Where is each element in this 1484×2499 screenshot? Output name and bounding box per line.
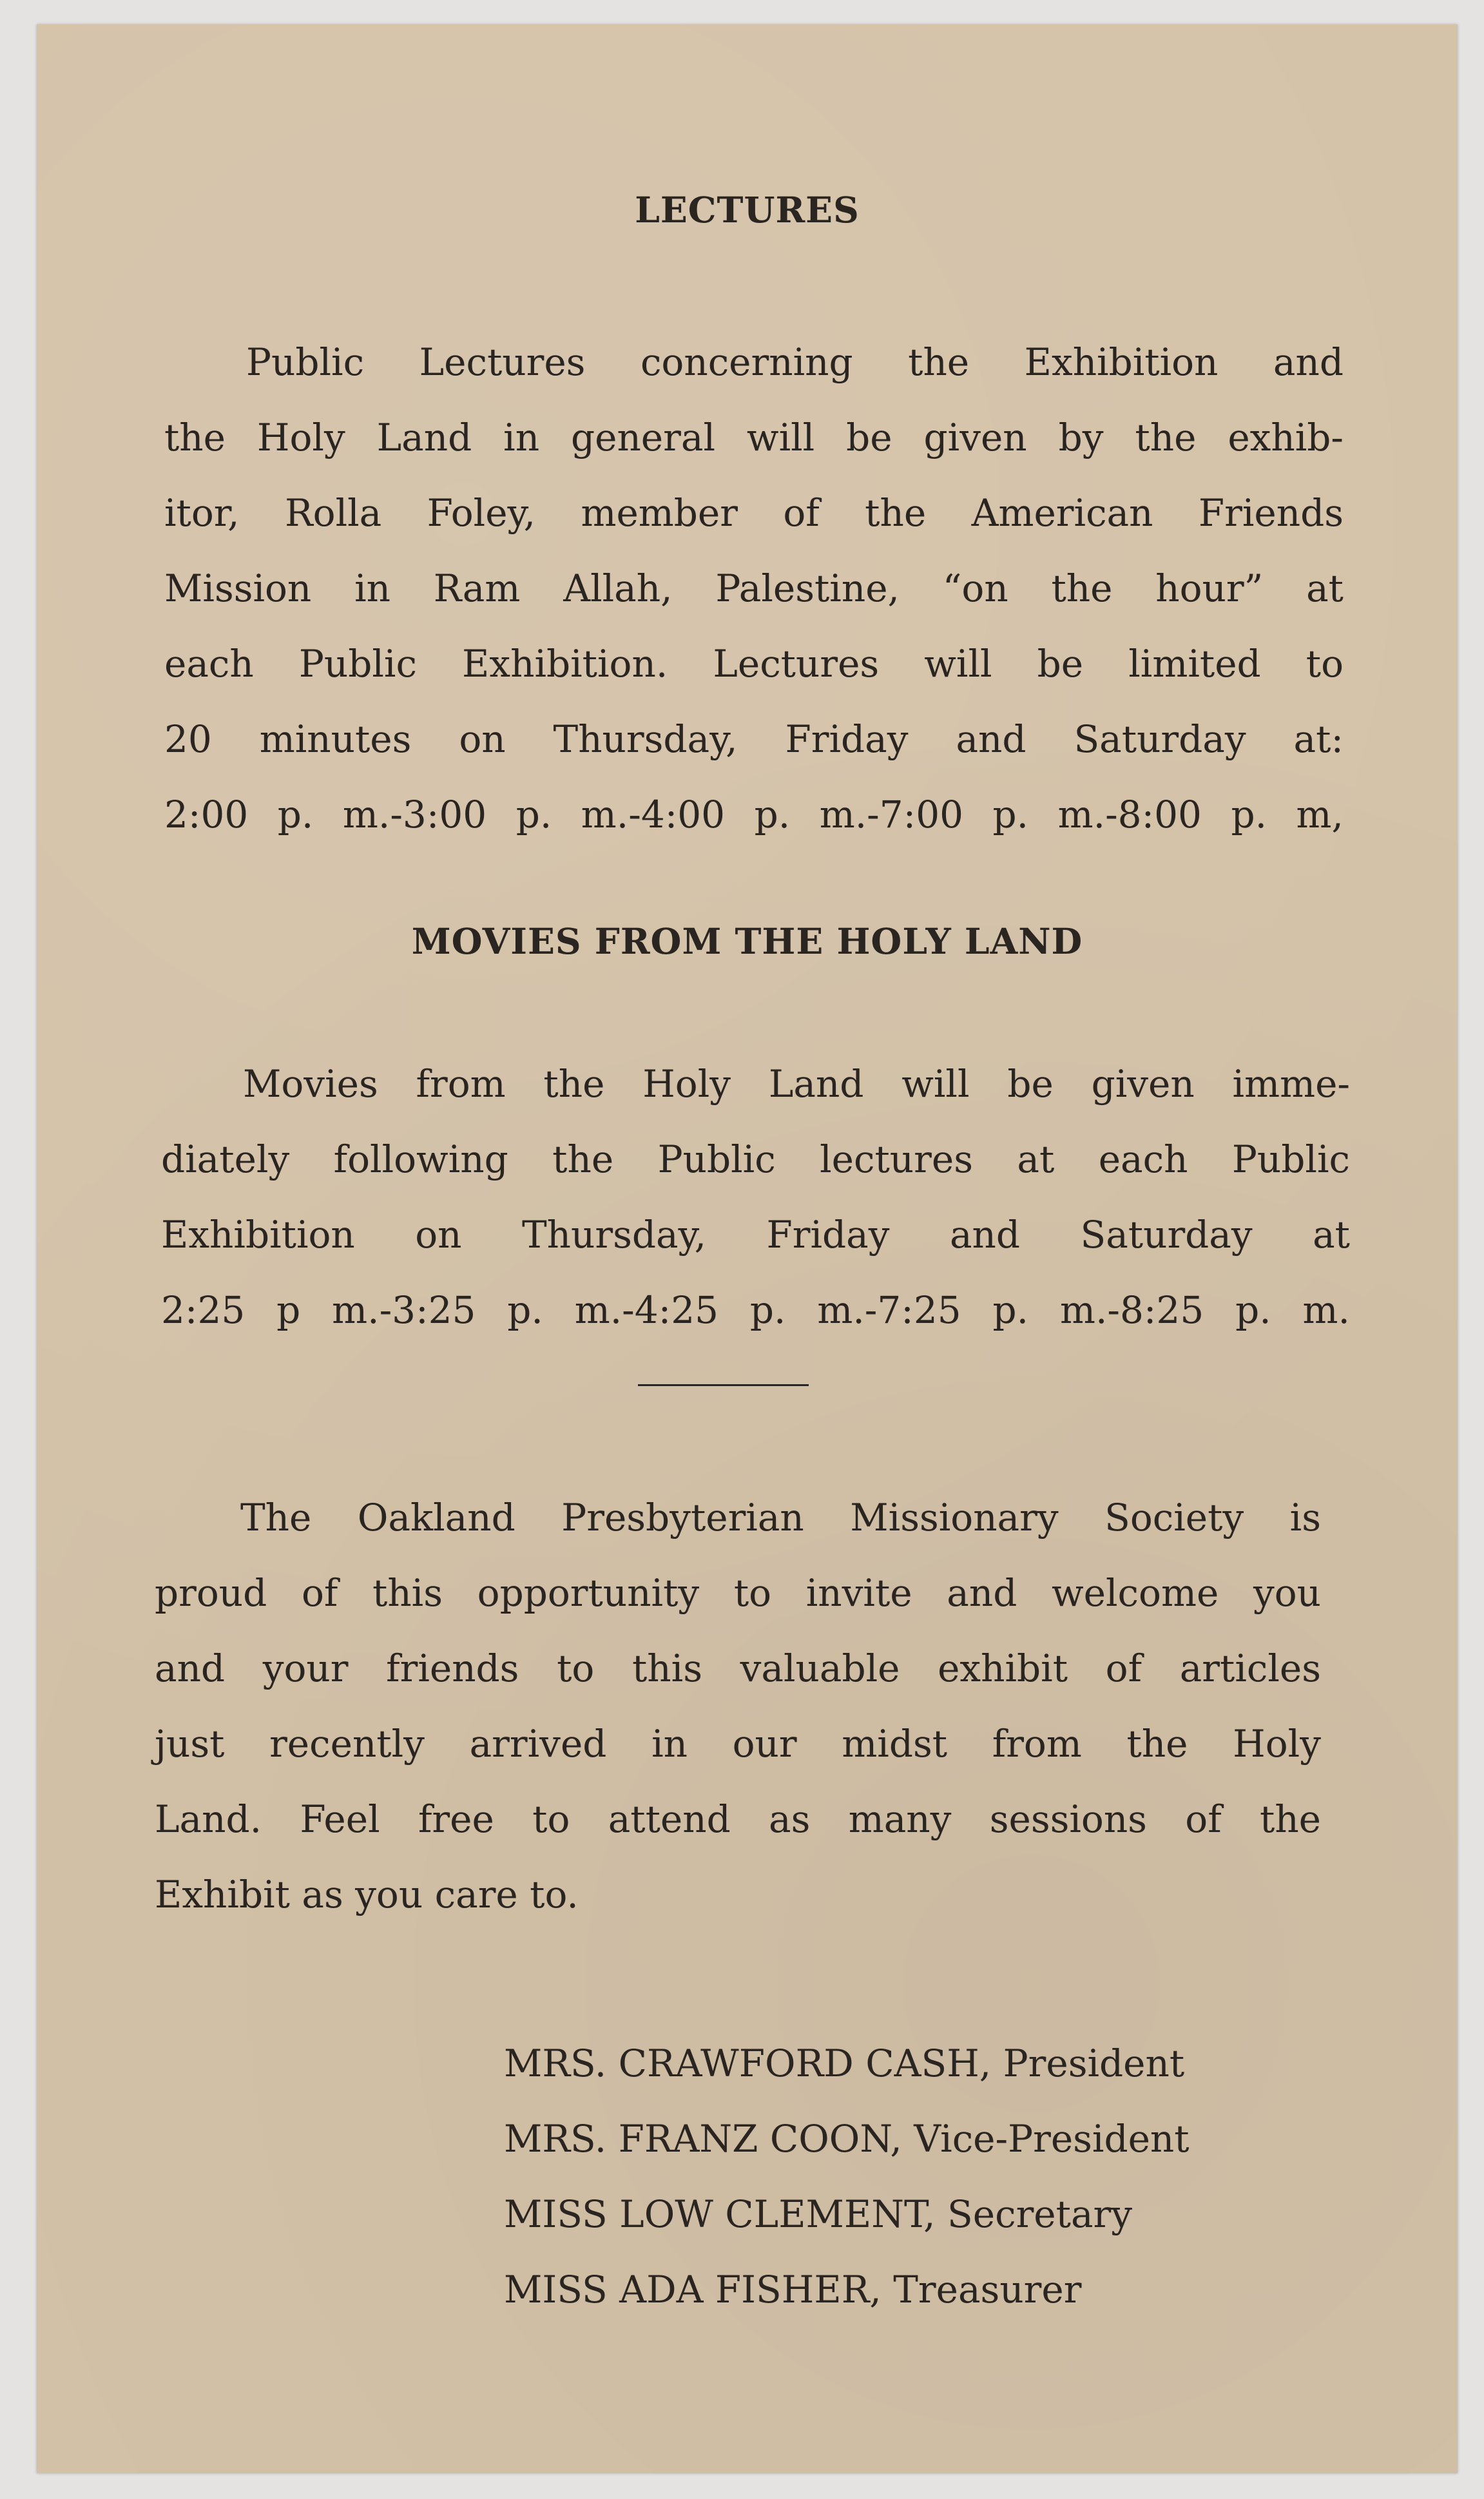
- invitation-line: proud of this opportunity to invite and welcome you: [155, 1571, 1321, 1615]
- lectures-line: Public Lectures concerning the Exhibition and: [246, 340, 1344, 384]
- lectures-paragraph: [164, 325, 1344, 853]
- lectures-line: 20 minutes on Thursday, Friday and Saturday at:: [164, 717, 1344, 761]
- officer-vice-president: MRS. FRANZ COON, Vice-President: [504, 2117, 1190, 2161]
- lectures-line: 2:00 p. m.-3:00 p. m.-4:00 p. m.-7:00 p. m.-8:00 p. m,: [164, 793, 1344, 836]
- officer-secretary: MISS LOW CLEMENT, Secretary: [504, 2192, 1133, 2236]
- movies-heading: MOVIES FROM THE HOLY LAND: [411, 920, 1083, 962]
- movies-paragraph: [161, 1047, 1350, 1348]
- movies-line: diately following the Public lectures at each Public: [161, 1137, 1350, 1181]
- invitation-line: and your friends to this valuable exhibit of articles: [155, 1646, 1321, 1690]
- invitation-line: just recently arrived in our midst from the Holy: [155, 1722, 1321, 1766]
- officer-president: MRS. CRAWFORD CASH, President: [504, 2041, 1185, 2085]
- invitation-line: The Oakland Presbyterian Missionary Society is: [240, 1496, 1321, 1539]
- movies-line: 2:25 p m.-3:25 p. m.-4:25 p. m.-7:25 p. m.-8:25 p. m.: [161, 1288, 1350, 1332]
- movies-line: Movies from the Holy Land will be given imme-: [243, 1062, 1350, 1106]
- invitation-paragraph: [155, 1480, 1321, 1933]
- program-leaflet: [37, 24, 1458, 2473]
- section-divider: [638, 1384, 809, 1386]
- officers-list: [504, 2026, 1190, 2328]
- lectures-line: each Public Exhibition. Lectures will be limited to: [164, 642, 1344, 686]
- invitation-line: Land. Feel free to attend as many sessions of the: [155, 1797, 1321, 1841]
- officer-treasurer: MISS ADA FISHER, Treasurer: [504, 2268, 1082, 2311]
- movies-line: Exhibition on Thursday, Friday and Saturday at: [161, 1213, 1350, 1257]
- lectures-line: Mission in Ram Allah, Palestine, “on the hour” at: [164, 566, 1344, 610]
- lectures-line: itor, Rolla Foley, member of the American Friends: [164, 491, 1344, 535]
- lectures-heading: LECTURES: [635, 189, 860, 231]
- invitation-line: Exhibit as you care to.: [155, 1873, 579, 1916]
- lectures-line: the Holy Land in general will be given by the exhib-: [164, 416, 1344, 459]
